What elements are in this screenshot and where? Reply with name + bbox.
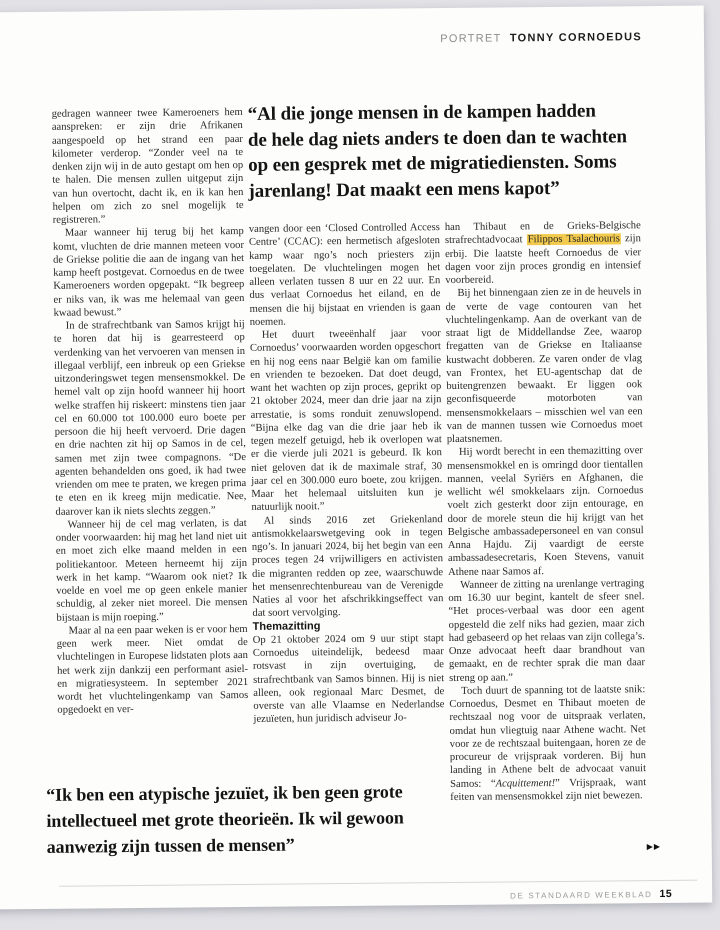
continuation-arrows-icon: ▶▶: [646, 841, 662, 852]
body-paragraph: Wanneer hij de cel mag verlaten, is dat onder voorwaarden: hij mag het land niet uit en moet zich elke maand melden in een politiekantoor. Meteen herneemt hij zijn werk in het kamp. “Waarom ook niet? Ik voelde en voel me op geen enkele manier schuldig, al zeker niet moreel. Die mensen bijstaan is mijn roeping.”: [55, 517, 248, 624]
body-paragraph: In de strafrechtbank van Samos krijgt hij te horen dat hij is gearresteerd op verdenking van het vervoeren van mensen in illegaal verblijf, een inbreuk op een Griekse uitzonderingswet tegen mensensmokkel. De hemel valt op zijn hoofd wanneer hij hoort welke straffen hij riskeert: minstens tien jaar cel en 60.000 tot 100.000 euro boete per persoon die hij heeft vervoerd. Drie dagen en drie nachten zit hij op Samos in de cel, samen met zijn twee compagnons. “De agenten behandelden ons goed, ik had twee vrienden om mee te praten, we kregen prima te eten en ik kreeg mijn medicatie. Nee, daarover kan ik niets slechts zeggen.”: [53, 318, 247, 518]
body-paragraph: gedragen wanneer twee Kameroeners hem aanspreken: er zijn drie Afrikanen aangespoeld op het strand een paar kilometer verderop. “Zonder veel na te denken zijn wij in de auto gestapt om hen op te halen. Die mensen zullen uitgeput zijn van hun overtocht, dacht ik, en ik kan hen helpen om zich zo snel mogelijk te registreren.”: [51, 106, 244, 226]
body-paragraph: [449, 683, 646, 804]
body-paragraph: Maar wanneer hij terug bij het kamp komt, vluchten de drie mannen meteen voor de Griekse politie die aan de ingang van het kamp heeft postgevat. Cornoedus en de twee Kameroeners worden opgepakt. “Ik begreep er niks van, ik was me helemaal van geen kwaad bewust.”: [52, 226, 245, 319]
body-paragraph: [445, 219, 642, 287]
column-3: [445, 219, 647, 804]
top-pull-quote: “Al die jonge mensen in de kampen hadden de hele dag niets anders te doen dan te wachten op een gesprek met de migratiediensten. Soms jarenlang! Dat maakt een mens kapot”: [247, 100, 628, 202]
section-subhead: Themazitting: [252, 619, 321, 633]
footer-page-number: 15: [659, 887, 673, 901]
magazine-page: [0, 6, 712, 910]
column-2: [249, 221, 445, 726]
highlighted-name: Filippos Tsalachouris: [527, 233, 620, 246]
body-paragraph: Bij het binnengaan zien ze in de heuvels in de verte de vage contouren van het vluchtelingenkamp. Aan de overkant van de straat ligt de Middellandse Zee, waarop fregatten van de Griekse en Italiaanse kustwacht dobberen. Ze varen onder de vlag van Frontex, het EU-agentschap dat de buitengrenzen bewaakt. Er liggen ook geconfisqueerde motorboten van mensensmokkelaars – misschien wel van een van de mannen tussen wie Cornoedus moet plaatsnemen.: [445, 286, 643, 446]
column-1: [52, 106, 249, 717]
footer-magazine-name: DE STANDAARD WEEKBLAD: [510, 890, 653, 901]
header-kicker: PORTRET: [440, 32, 502, 46]
bottom-pull-quote: “Ik ben een atypische jezuïet, ik ben geen grote intellectueel met grote theorieën. Ik wil gewoon aanwezig zijn tussen de mensen”: [46, 781, 404, 857]
header-subject-name: TONNY CORNOEDUS: [509, 31, 643, 45]
body-paragraph: Maar al na een paar weken is er voor hem geen werk meer. Niet omdat de vluchtelingen in Europese lidstaten plots aan het werk zijn dankzij een performant asiel- en migratiesysteem. In september 2021 wordt het vluchtelingenkamp van Samos opgedoekt en ver-: [56, 623, 249, 717]
footer-rule: [59, 880, 697, 887]
body-paragraph: Wanneer de zitting na urenlange vertraging om 16.30 uur begint, kantelt de sfeer snel. “Het proces-verbaal was door een agent opgesteld die zelf niks had gezien, maar zich had gebaseerd op het relaas van zijn collega’s. Onze advocaat heeft daar brandhout van gemaakt, en de rechter sprak die man daar streng op aan.”: [448, 577, 646, 684]
italic-word: Acquittement!: [495, 777, 556, 790]
paragraph-text: ” Vrijspraak, want feiten van mensensmokkel zijn niet bewezen.: [450, 776, 647, 803]
body-paragraph: Het duurt tweeënhalf jaar voor Cornoedus’ voorwaarden worden opgeschort en hij nog eens naar België kan om familie en vrienden te bezoeken. Dat doet deugd, want het wachten op zijn proces, geprikt op 21 oktober 2024, meer dan drie jaar na zijn arrestatie, is soms ronduit zenuwslopend. “Bijna elke dag van die drie jaar heb ik tegen mezelf getuigd, heb ik overlopen wat er die vierde juli 2021 is gebeurd. Ik kon niet geloven dat ik de maximale straf, 30 jaar cel en 300.000 euro boete, zou krijgen. Maar het helemaal uitsluiten kun je natuurlijk nooit.”: [249, 328, 443, 514]
paragraph-text: zijn erbij. Die laatste heeft Cornoedus de vier dagen voor zijn proces grondig en intensief voorbereid.: [444, 233, 642, 287]
body-paragraph: Hij wordt berecht in een themazitting over mensensmokkel en is omringd door tientallen mannen, veelal Syriërs en Afghanen, die wellicht wél smokkelaars zijn. Cornoedus voelt zich gesterkt door zijn entourage, en door de morele steun die hij krijgt van het Belgische ambassadepersoneel en van consul Anna Hajdu. Zij vaardigt de eerste ambassadesecretaris, Koen Stevens, vanuit Athene naar Samos af.: [447, 445, 645, 578]
page-footer: [510, 888, 672, 902]
body-paragraph: Al sinds 2016 zet Griekenland antismokkelaarswetgeving ook in tegen ngo’s. In januari 2024, bij het begin van een proces tegen 24 vrijwilligers en activisten die migranten redden op zee, waarschuwde het mensenrechtenbureau van de Verenigde Naties al voor het afschrikkingseffect van dat soort vervolging.: [251, 513, 444, 620]
page-header: [440, 31, 642, 45]
body-paragraph: Op 21 oktober 2024 om 9 uur stipt stapt Cornoedus uiteindelijk, bedeesd maar rotsvast in zijn overtuiging, de strafrechtbank van Samos binnen. Hij is niet alleen, ook regionaal Marc Desmet, de overste van alle Vlaamse en Nederlandse jezuïeten, hun juridisch adviseur Jo-: [252, 632, 445, 726]
paragraph-text: han Thibaut en de Grieks-Belgische strafrechtadvocaat: [444, 220, 641, 247]
body-paragraph: vangen door een ‘Closed Controlled Access Centre’ (CCAC): een hermetisch afgesloten kamp waar ngo’s noch priesters zijn toegelaten. De vluchtelingen mogen het alleen verlaten tussen 8 uur en 22 uur. En dus verlaat Cornoedus het eiland, en de mensen die hij bijstaat en vrienden is gaan noemen.: [248, 222, 441, 328]
paragraph-text: Toch duurt de spanning tot de laatste snik: Cornoedus, Desmet en Thibaut moeten de rechtszaal nog voor de uitspraak verlaten, omdat hun vliegtuig naar Athene wacht. Net voor ze de rechtszaal buitengaan, horen ze de procureur de vrijspraak vorderen. Bij hun landing in Athene belt de advocaat vanuit Samos: “: [449, 683, 647, 790]
